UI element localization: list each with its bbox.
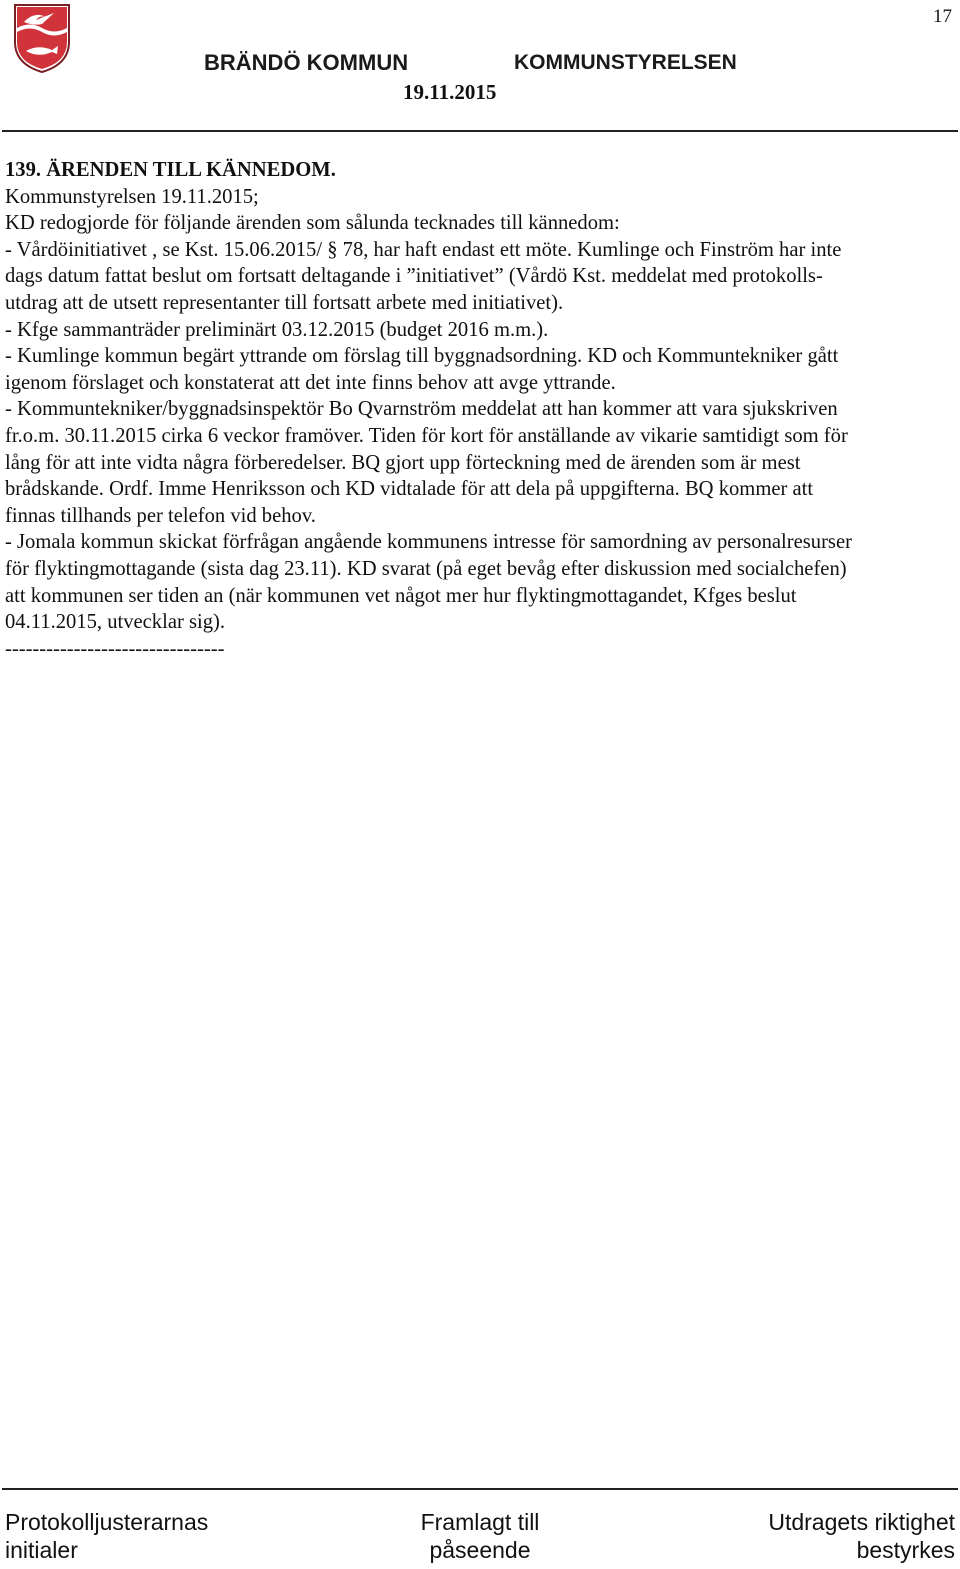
paragraph-line: för flyktingmottagande (sista dag 23.11). KD svarat (på eget bevåg efter diskussion med socialchefen) (5, 557, 847, 580)
section-heading: 139. ÄRENDEN TILL KÄNNEDOM. (5, 159, 336, 181)
page-number: 17 (933, 6, 952, 27)
footer-certification-label: Utdragets riktighet (768, 1509, 955, 1535)
paragraph-line: att kommunen ser tiden an (när kommunen vet något mer hur flyktingmottagandet, Kfges beslut (5, 584, 797, 607)
paragraph-line: KD redogjorde för följande ärenden som sålunda tecknades till kännedom: (5, 212, 620, 235)
section-end-separator: -------------------------------- (5, 637, 225, 660)
paragraph-line: brådskande. Ordf. Imme Henriksson och KD vidtalade för att dela på uppgifterna. BQ kommer att (5, 478, 814, 501)
paragraph-line: - Vårdöinitiativet , se Kst. 15.06.2015/ § 78, har haft endast ett möte. Kumlinge och Finström har inte (5, 238, 842, 261)
footer-public-view-box (380, 1508, 580, 1564)
paragraph-line: - Kommuntekniker/byggnadsinspektör Bo Qvarnström meddelat att han kommer att vara sjukskriven (5, 398, 838, 421)
paragraph-line: - Kumlinge kommun begärt yttrande om förslag till byggnadsordning. KD och Kommuntekniker gått (5, 345, 839, 368)
footer-divider (2, 1488, 958, 1490)
paragraph-line: - Kfge sammanträder preliminärt 03.12.2015 (budget 2016 m.m.). (5, 318, 549, 341)
paragraph-line: utdrag att de utsett representanter till fortsatt arbete med initiativet). (5, 291, 564, 314)
municipal-coat-of-arms-icon (12, 2, 72, 74)
paragraph-line: - Jomala kommun skickat förfrågan angående kommunens intresse för samordning av personalresurser (5, 531, 852, 554)
paragraph-line: 04.11.2015, utvecklar sig). (5, 611, 226, 634)
paragraph-line: lång för att inte vidta några förberedelser. BQ gjort upp förteckning med de ärenden som är mest (5, 451, 801, 474)
footer-initials-label: Protokolljusterarnas (5, 1509, 209, 1535)
paragraph-line: fr.o.m. 30.11.2015 cirka 6 veckor framöver. Tiden för kort för anställande av vikarie samtidigt som för (5, 424, 848, 447)
footer-public-view-label-2: påseende (429, 1537, 531, 1563)
footer-initials-box (5, 1508, 208, 1564)
footer-public-view-label: Framlagt till (420, 1509, 540, 1535)
footer-initials-label-2: initialer (5, 1537, 78, 1563)
municipality-name: BRÄNDÖ KOMMUN (204, 50, 409, 75)
paragraph-line: igenom förslaget och konstaterat att det inte finns behov att avge yttrande. (5, 371, 616, 394)
header-divider (2, 130, 958, 132)
paragraph-line: dags datum fattat beslut om fortsatt deltagande i ”initiativet” (Vårdö Kst. meddelat med protokolls- (5, 265, 823, 288)
board-name: KOMMUNSTYRELSEN (514, 51, 737, 74)
footer-certification-label-2: bestyrkes (856, 1537, 955, 1563)
section-body (5, 157, 957, 662)
meeting-date: 19.11.2015 (403, 80, 497, 104)
paragraph-line: finnas tillhands per telefon vid behov. (5, 504, 316, 527)
paragraph-line: Kommunstyrelsen 19.11.2015; (5, 185, 259, 208)
footer-certification-box (768, 1508, 955, 1564)
